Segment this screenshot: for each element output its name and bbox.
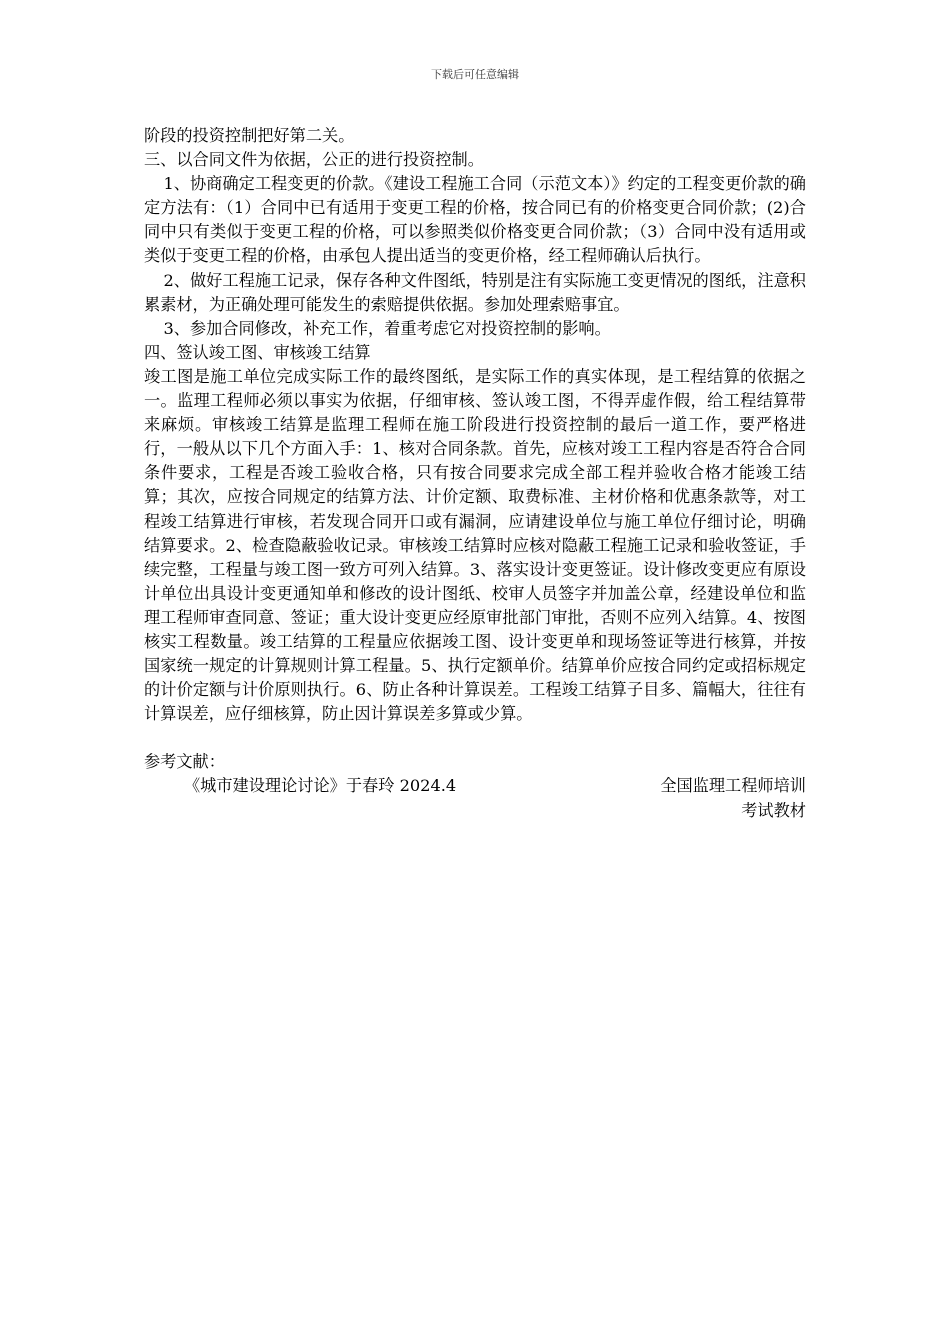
document-body	[144, 124, 806, 823]
reference-left: 《城市建设理论讨论》于春玲 2024.4	[184, 776, 457, 796]
paragraph: 3、参加合同修改，补充工作，着重考虑它对投资控制的影响。	[163, 318, 611, 338]
reference-entry	[144, 774, 806, 822]
paragraph: 阶段的投资控制把好第二关。	[144, 126, 355, 145]
references-section	[144, 750, 806, 822]
reference-right: 全国监理工程师培训考试教材	[660, 776, 806, 820]
paragraph: 1、协商确定工程变更的价款。《建设工程施工合同（示范文本）》约定的工程变更价款的确定方法有：（1）合同中已有适用于变更工程的价格，按合同已有的价格变更合同价款；(2)合同中只有类似于变更工程的价格，可以参照类似价格变更合同价款；（3）合同中没有适用或类似于变更工程的价格，由承包人提出适当的变更价格，经工程师确认后执行。	[144, 174, 806, 266]
references-title: 参考文献：	[144, 752, 225, 772]
page-header: 下载后可任意编辑	[431, 68, 519, 81]
paragraph: 竣工图是施工单位完成实际工作的最终图纸，是实际工作的真实体现，是工程结算的依据之一。监理工程师必须以事实为依据，仔细审核、签认竣工图，不得弄虚作假，给工程结算带来麻烦。审核竣工结算是监理工程师在施工阶段进行投资控制的最后一道工作，要严格进行，一般从以下几个方面入手：1、核对合同条款。首先，应核对竣工工程内容是否符合合同条件要求，工程是否竣工验收合格，只有按合同要求完成全部工程并验收合格才能竣工结算；其次，应按合同规定的结算方法、计价定额、取费标准、主材价格和优惠条款等，对工程竣工结算进行审核，若发现合同开口或有漏洞，应请建设单位与施工单位仔细讨论，明确结算要求。2、检查隐蔽验收记录。审核竣工结算时应核对隐蔽工程施工记录和验收签证，手续完整，工程量与竣工图一致方可列入结算。3、落实设计变更签证。设计修改变更应有原设计单位出具设计变更通知单和修改的设计图纸、校审人员签字并加盖公章，经建设单位和监理工程师审查同意、签证；重大设计变更应经原审批部门审批，否则不应列入结算。4、按图核实工程数量。竣工结算的工程量应依据竣工图、设计变更单和现场签证等进行核算，并按国家统一规定的计算规则计算工程量。5、执行定额单价。结算单价应按合同约定或招标规定的计价定额与计价原则执行。6、防止各种计算误差。工程竣工结算子目多、篇幅大，往往有计算误差，应仔细核算，防止因计算误差多算或少算。	[144, 366, 806, 724]
section-heading: 四、签认竣工图、审核竣工结算	[144, 342, 371, 362]
paragraph: 2、做好工程施工记录，保存各种文件图纸，特别是注有实际施工变更情况的图纸，注意积累素材，为正确处理可能发生的索赔提供依据。参加处理索赔事宜。	[144, 270, 806, 314]
section-heading: 三、以合同文件为依据，公正的进行投资控制。	[144, 150, 484, 170]
